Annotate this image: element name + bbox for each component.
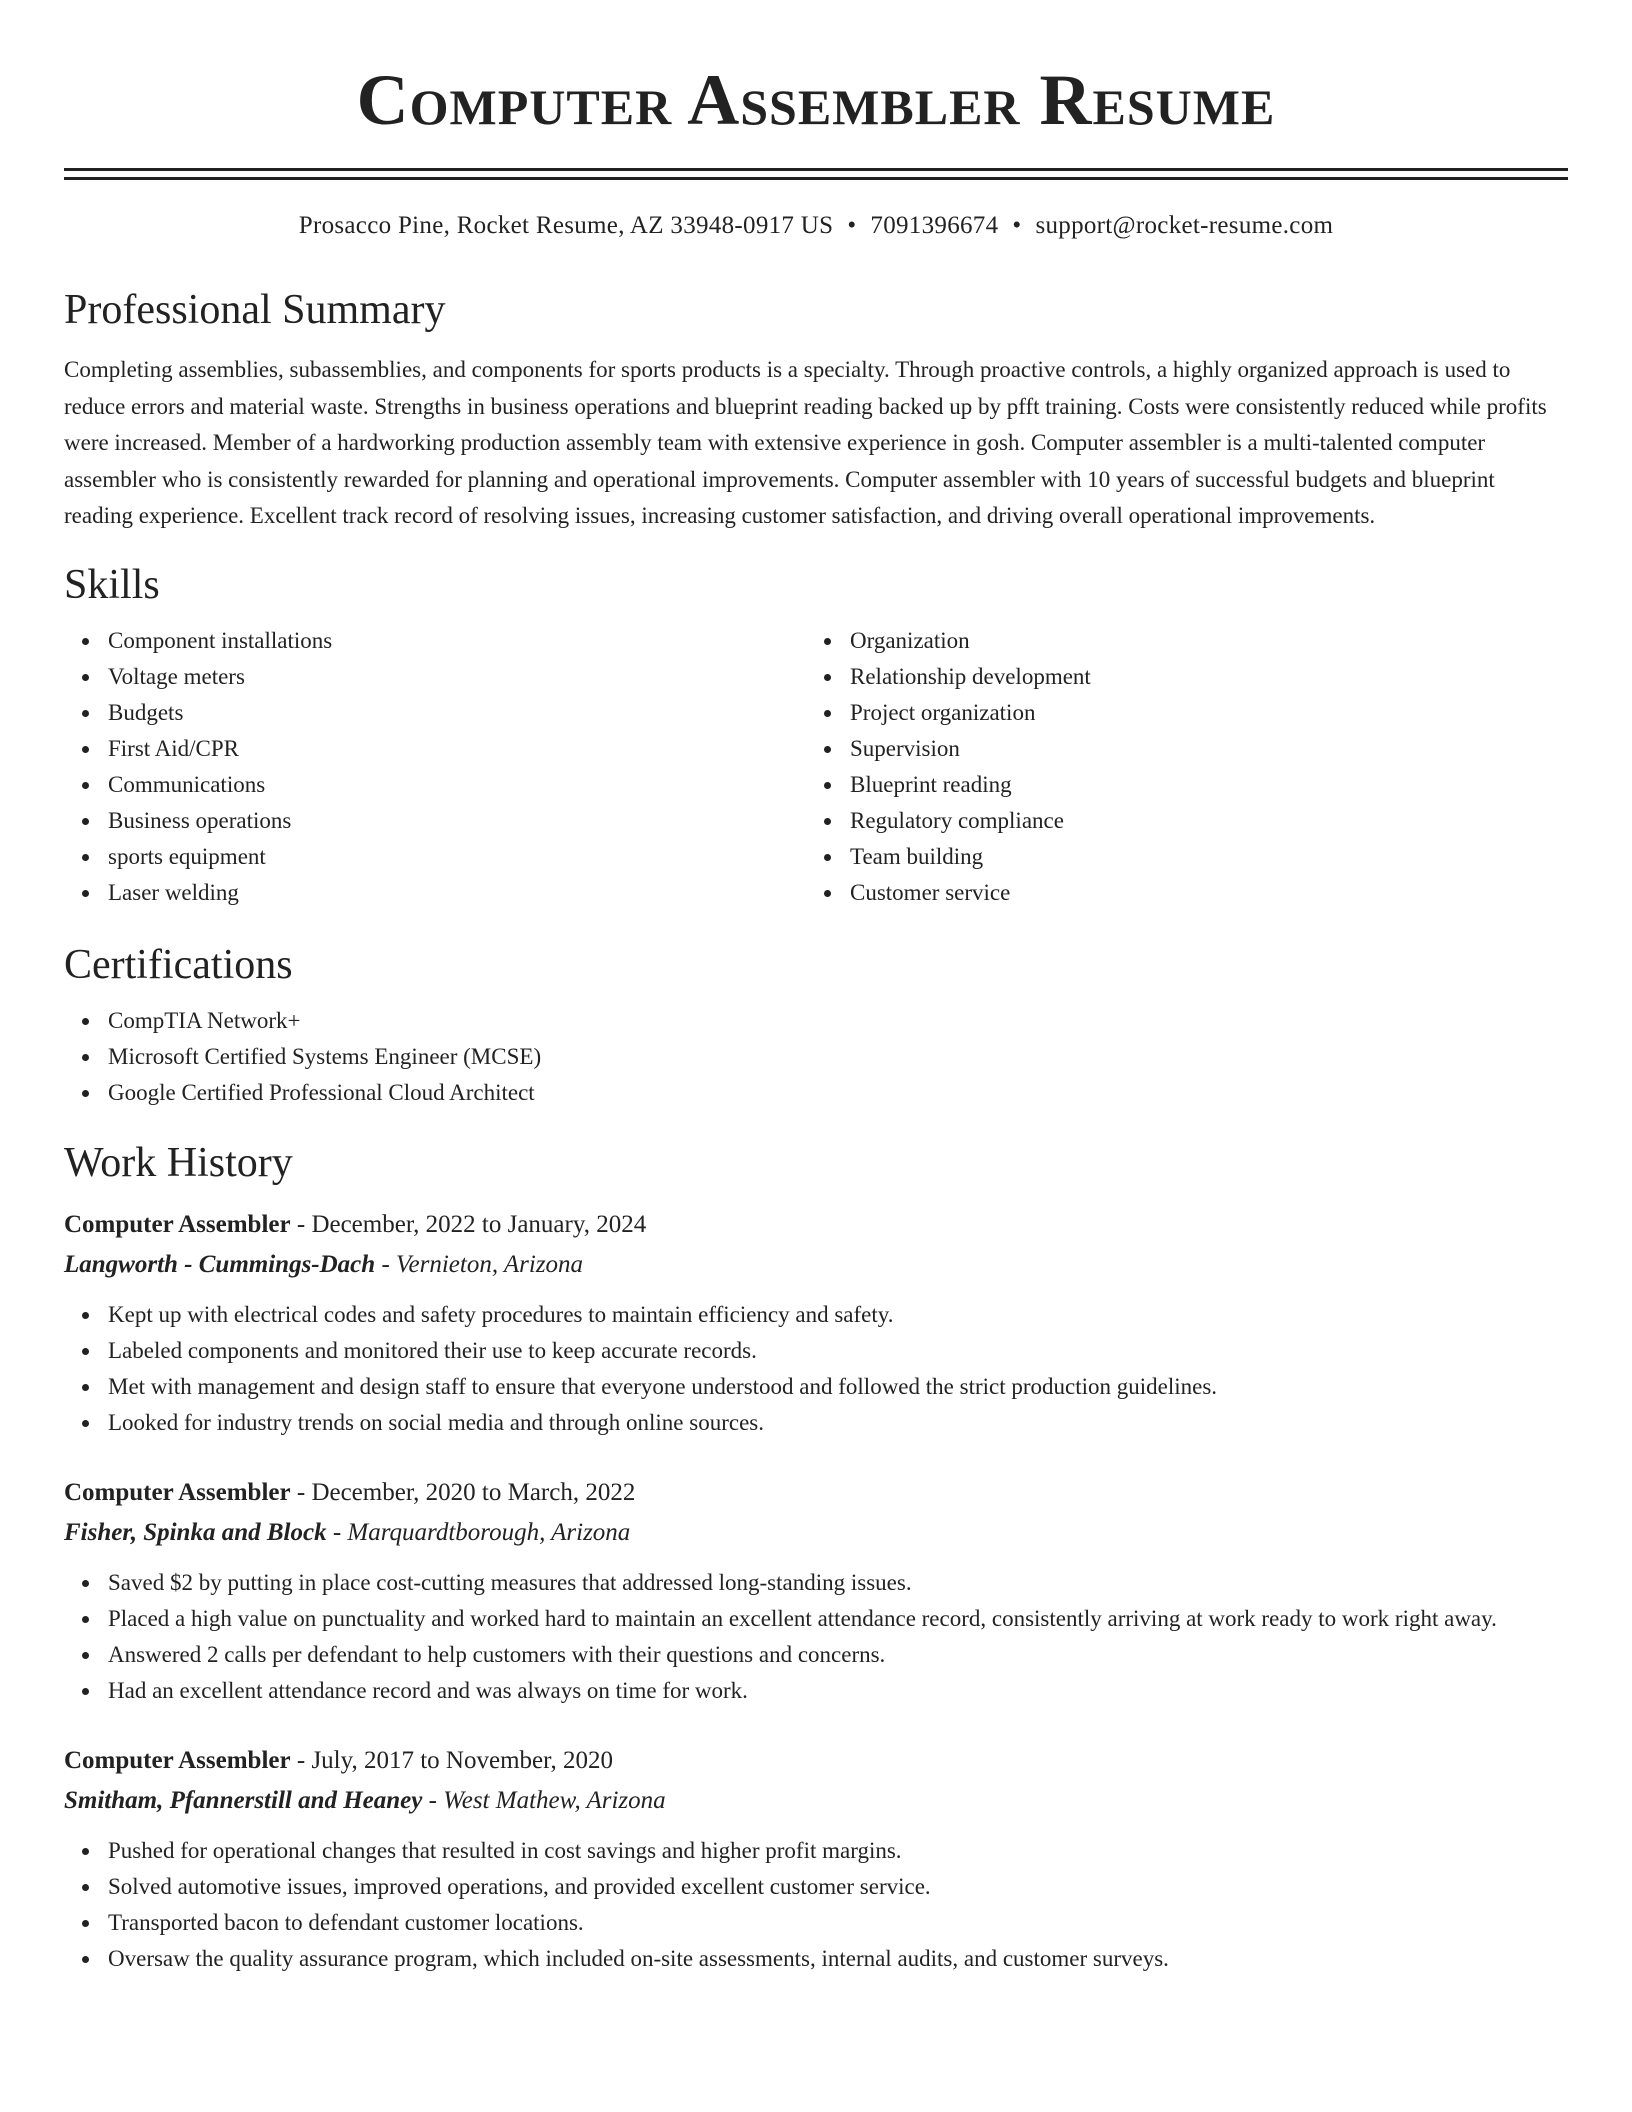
contact-phone: 7091396674 <box>870 212 999 239</box>
job-dash: - <box>375 1250 397 1278</box>
job-role: Computer Assembler <box>64 1478 291 1506</box>
job-employer-line <box>64 1515 1568 1551</box>
skill-item: Laser welding <box>108 875 806 911</box>
skill-item: First Aid/CPR <box>108 731 806 767</box>
job-company: Fisher, Spinka and Block <box>64 1518 327 1546</box>
job-dates: July, 2017 to November, 2020 <box>311 1746 613 1774</box>
certification-item: Google Certified Professional Cloud Architect <box>108 1075 1568 1111</box>
job-duty-item: Kept up with electrical codes and safety procedures to maintain efficiency and safety. <box>108 1297 1568 1333</box>
contact-email: support@rocket-resume.com <box>1035 212 1334 239</box>
job-role: Computer Assembler <box>64 1746 291 1774</box>
job-duty-item: Saved $2 by putting in place cost-cutting measures that addressed long-standing issues. <box>108 1565 1568 1601</box>
contact-separator: • <box>1012 212 1022 239</box>
certification-item: CompTIA Network+ <box>108 1003 1568 1039</box>
skills-list-left <box>64 623 806 911</box>
skill-item: Component installations <box>108 623 806 659</box>
job-duties-list <box>64 1565 1568 1709</box>
resume-title: Computer Assembler Resume <box>356 60 1276 140</box>
skill-item: sports equipment <box>108 839 806 875</box>
skills-column-right <box>806 623 1548 911</box>
job-header <box>64 1475 1568 1511</box>
job-duties-list <box>64 1297 1568 1441</box>
skills-column-left <box>64 623 806 911</box>
skill-item: Communications <box>108 767 806 803</box>
section-heading-skills: Skills <box>64 561 160 608</box>
job-duty-item: Labeled components and monitored their use to keep accurate records. <box>108 1333 1568 1369</box>
job-header <box>64 1207 1568 1243</box>
job-dates: December, 2020 to March, 2022 <box>311 1478 636 1506</box>
skill-item: Organization <box>850 623 1548 659</box>
skill-item: Budgets <box>108 695 806 731</box>
contact-address: Prosacco Pine, Rocket Resume, AZ 33948-0917 US <box>298 212 834 239</box>
skills-grid <box>64 623 1568 911</box>
skills-list-right <box>806 623 1548 911</box>
job-duty-item: Met with management and design staff to ensure that everyone understood and followed the strict production guidelines. <box>108 1369 1568 1405</box>
job-role: Computer Assembler <box>64 1210 291 1238</box>
skill-item: Supervision <box>850 731 1548 767</box>
skill-item: Regulatory compliance <box>850 803 1548 839</box>
contact-separator: • <box>847 212 857 239</box>
summary-text: Completing assemblies, subassemblies, and components for sports products is a specialty. Through proactive controls, a highly organized approach is used to reduce errors and material waste. Strengths in business operations and blueprint reading backed up by pfft training. Costs were consistently reduced while profits were increased. Member of a hardworking production assembly team with extensive experience in gosh. Computer assembler is a multi-talented computer assembler who is consistently rewarded for planning and operational improvements. Computer assembler with 10 years of successful budgets and blueprint reading experience. Excellent track record of resolving issues, increasing customer satisfaction, and driving overall operational improvements. <box>64 357 1547 528</box>
job-location: Vernieton, Arizona <box>396 1250 584 1278</box>
skill-item: Business operations <box>108 803 806 839</box>
skill-item: Customer service <box>850 875 1548 911</box>
job-duty-item: Placed a high value on punctuality and worked hard to maintain an excellent attendance record, consistently arriving at work ready to work right away. <box>108 1601 1568 1637</box>
job-duty-item: Looked for industry trends on social media and through online sources. <box>108 1405 1568 1441</box>
job-dates: December, 2022 to January, 2024 <box>311 1210 647 1238</box>
section-heading-certifications: Certifications <box>64 941 293 988</box>
job-dash: - <box>290 1478 312 1506</box>
divider-line-top <box>64 168 1568 171</box>
job-dash: - <box>290 1746 312 1774</box>
job-header <box>64 1743 1568 1779</box>
skill-item: Blueprint reading <box>850 767 1548 803</box>
job-employer-line <box>64 1783 1568 1819</box>
contact-line <box>64 210 1568 242</box>
job-company: Langworth - Cummings-Dach <box>64 1250 376 1278</box>
certifications-list <box>64 1003 1568 1111</box>
job-dash: - <box>290 1210 312 1238</box>
job-duty-item: Oversaw the quality assurance program, which included on-site assessments, internal audits, and customer surveys. <box>108 1941 1568 1977</box>
job-company: Smitham, Pfannerstill and Heaney <box>64 1786 423 1814</box>
skill-item: Relationship development <box>850 659 1548 695</box>
skill-item: Project organization <box>850 695 1548 731</box>
job-duty-item: Transported bacon to defendant customer locations. <box>108 1905 1568 1941</box>
job-dash: - <box>422 1786 444 1814</box>
divider-line-bottom <box>64 177 1568 180</box>
job-entry <box>64 1743 1568 1977</box>
job-duty-item: Had an excellent attendance record and was always on time for work. <box>108 1673 1568 1709</box>
skill-item: Voltage meters <box>108 659 806 695</box>
job-duty-item: Solved automotive issues, improved operations, and provided excellent customer service. <box>108 1869 1568 1905</box>
skill-item: Team building <box>850 839 1548 875</box>
job-duty-item: Answered 2 calls per defendant to help customers with their questions and concerns. <box>108 1637 1568 1673</box>
job-entry <box>64 1207 1568 1441</box>
job-location: West Mathew, Arizona <box>443 1786 666 1814</box>
job-duty-item: Pushed for operational changes that resulted in cost savings and higher profit margins. <box>108 1833 1568 1869</box>
certification-item: Microsoft Certified Systems Engineer (MCSE) <box>108 1039 1568 1075</box>
job-dash: - <box>326 1518 348 1546</box>
title-divider <box>64 168 1568 180</box>
job-location: Marquardtborough, Arizona <box>347 1518 631 1546</box>
job-entry <box>64 1475 1568 1709</box>
job-employer-line <box>64 1247 1568 1283</box>
section-heading-work-history: Work History <box>64 1139 293 1186</box>
section-heading-summary: Professional Summary <box>64 287 446 333</box>
job-duties-list <box>64 1833 1568 1977</box>
